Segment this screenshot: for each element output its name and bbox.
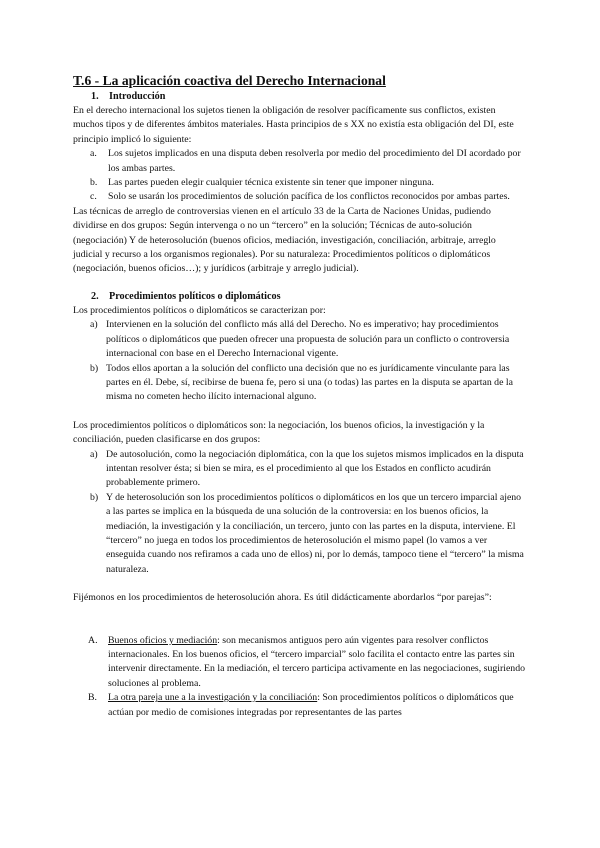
list-marker: a) bbox=[90, 319, 98, 331]
list-item-text: Las partes pueden elegir cualquier técnica existente sin tener que imponer ninguna. bbox=[108, 177, 434, 189]
list-item bbox=[73, 448, 525, 491]
list-item bbox=[73, 318, 525, 361]
section-2-list-groups bbox=[73, 448, 525, 578]
list-item bbox=[73, 691, 525, 720]
section-2-heading-text: Procedimientos políticos o diplomáticos bbox=[109, 290, 281, 302]
section-2-paragraph-2: Los procedimientos políticos o diplomáticos son: la negociación, los buenos oficios, la investigación y la conciliación, pueden clasificarse en dos grupos: bbox=[73, 419, 485, 446]
list-marker: b) bbox=[90, 362, 99, 374]
section-1-list bbox=[73, 147, 525, 205]
list-item-text: Y de heterosolución son los procedimientos políticos o diplomáticos en los que un tercero imparcial ajeno a las partes se implica en la búsqueda de una solución de la controversia: en los buenos oficios, la mediación, la investigación y la conciliación, un tercero, junto con las partes en la disputa, interviene. El “tercero” no juega en todos los procedimientos de heterosolución el mismo papel (lo vamos a ver enseguida cuando nos refiramos a cada uno de ellos) ni, por lo demás, tampoco tiene el “tercero” la misma naturaleza. bbox=[106, 491, 524, 575]
list-item-body: : Son procedimientos políticos o diplomáticos que actúan por medio de comisiones integradas por representantes de las partes bbox=[108, 692, 514, 718]
list-marker: b) bbox=[90, 491, 99, 503]
list-item-body: : son mecanismos antiguos pero aún vigentes para resolver conflictos internacionales. En los buenos oficios, el “tercero imparcial” solo facilita el contacto entre las partes sin intervenir directamente. En la mediación, el tercero participa activamente en las negociaciones, sugiriendo soluciones al problema. bbox=[108, 634, 525, 689]
list-item-text: Todos ellos aportan a la solución del conflicto una decisión que no es jurídicamente vinculante para las partes en él. Debe, sí, recibirse de buena fe, pero si una (o todas) las partes en la disputa se apartan de la misma no cometen hecho ilícito internacional alguno. bbox=[106, 362, 513, 403]
section-1-intro: En el derecho internacional los sujetos tienen la obligación de resolver pacíficamente sus conflictos, existen muchos tipos y de diferentes ámbitos materiales. Hasta principios de s XX no existía esta obligación del DI, este principio implicó lo siguiente: bbox=[73, 105, 514, 145]
list-item bbox=[73, 147, 525, 176]
list-item bbox=[73, 491, 525, 577]
section-2-list-characteristics bbox=[73, 318, 525, 404]
section-1-heading-text: Introducción bbox=[109, 91, 166, 102]
list-item-text: Solo se usarán los procedimientos de solución pacífica de los conflictos reconocidos por ambas partes. bbox=[108, 191, 510, 203]
section-2-paragraph-3: Fijémonos en los procedimientos de heterosolución ahora. Es útil didácticamente abordarlos “por parejas”: bbox=[73, 592, 492, 604]
document-body bbox=[73, 72, 525, 720]
list-marker: c. bbox=[90, 191, 97, 203]
list-item-text: Intervienen en la solución del conflicto más allá del Derecho. No es imperativo; hay procedimientos políticos o diplomáticos que pueden ofrecer una propuesta de solución para un conflicto o controversia internacional con base en el Derecho Internacional vigente. bbox=[106, 319, 510, 360]
list-item bbox=[73, 634, 525, 692]
section-1-paragraph-2: Las técnicas de arreglo de controversias vienen en el artículo 33 de la Carta de Naciones Unidas, pudiendo dividirse en dos grupos: Según intervenga o no un “tercero” en la solución; Técnicas de auto-solución (negociación) Y de heterosolución (buenos oficios, mediación, investigación, conciliación, arbitraje, arreglo judicial y recurso a los organismos regionales). Por su naturaleza: Procedimientos políticos o diplomáticos (negociación, buenos oficios…); y jurídicos (arbitraje y arreglo judicial). bbox=[73, 205, 496, 275]
list-marker: b. bbox=[90, 177, 98, 189]
list-item-text: De autosolución, como la negociación diplomática, con la que los sujetos mismos implicados en la disputa intentan resolver ésta; si bien se mira, es el procedimiento al que los Estados en conflicto acudirán probablemente primero. bbox=[106, 448, 524, 489]
underlined-term: La otra pareja une a la investigación y la conciliación bbox=[108, 692, 318, 704]
section-1-number: 1. bbox=[91, 91, 99, 102]
section-2-intro: Los procedimientos políticos o diplomáticos se caracterizan por: bbox=[73, 304, 326, 316]
section-1-heading bbox=[73, 90, 525, 104]
section-2-number: 2. bbox=[91, 290, 99, 302]
list-item bbox=[73, 190, 525, 204]
list-item bbox=[73, 362, 525, 405]
list-item-text bbox=[108, 634, 525, 692]
list-marker: B. bbox=[88, 692, 97, 704]
list-item bbox=[73, 176, 525, 190]
list-item-text: Los sujetos implicados en una disputa deben resolverla por medio del procedimiento del DI acordado por los ambas partes. bbox=[108, 148, 521, 174]
list-item-text bbox=[108, 691, 525, 720]
section-2-heading bbox=[73, 290, 525, 304]
list-marker: A. bbox=[88, 634, 98, 646]
list-marker: a) bbox=[90, 448, 98, 460]
document-title: T.6 - La aplicación coactiva del Derecho Internacional bbox=[73, 73, 386, 88]
underlined-term: Buenos oficios y mediación bbox=[108, 634, 218, 646]
list-marker: a. bbox=[90, 148, 97, 160]
section-2-list-pairs bbox=[73, 634, 525, 720]
